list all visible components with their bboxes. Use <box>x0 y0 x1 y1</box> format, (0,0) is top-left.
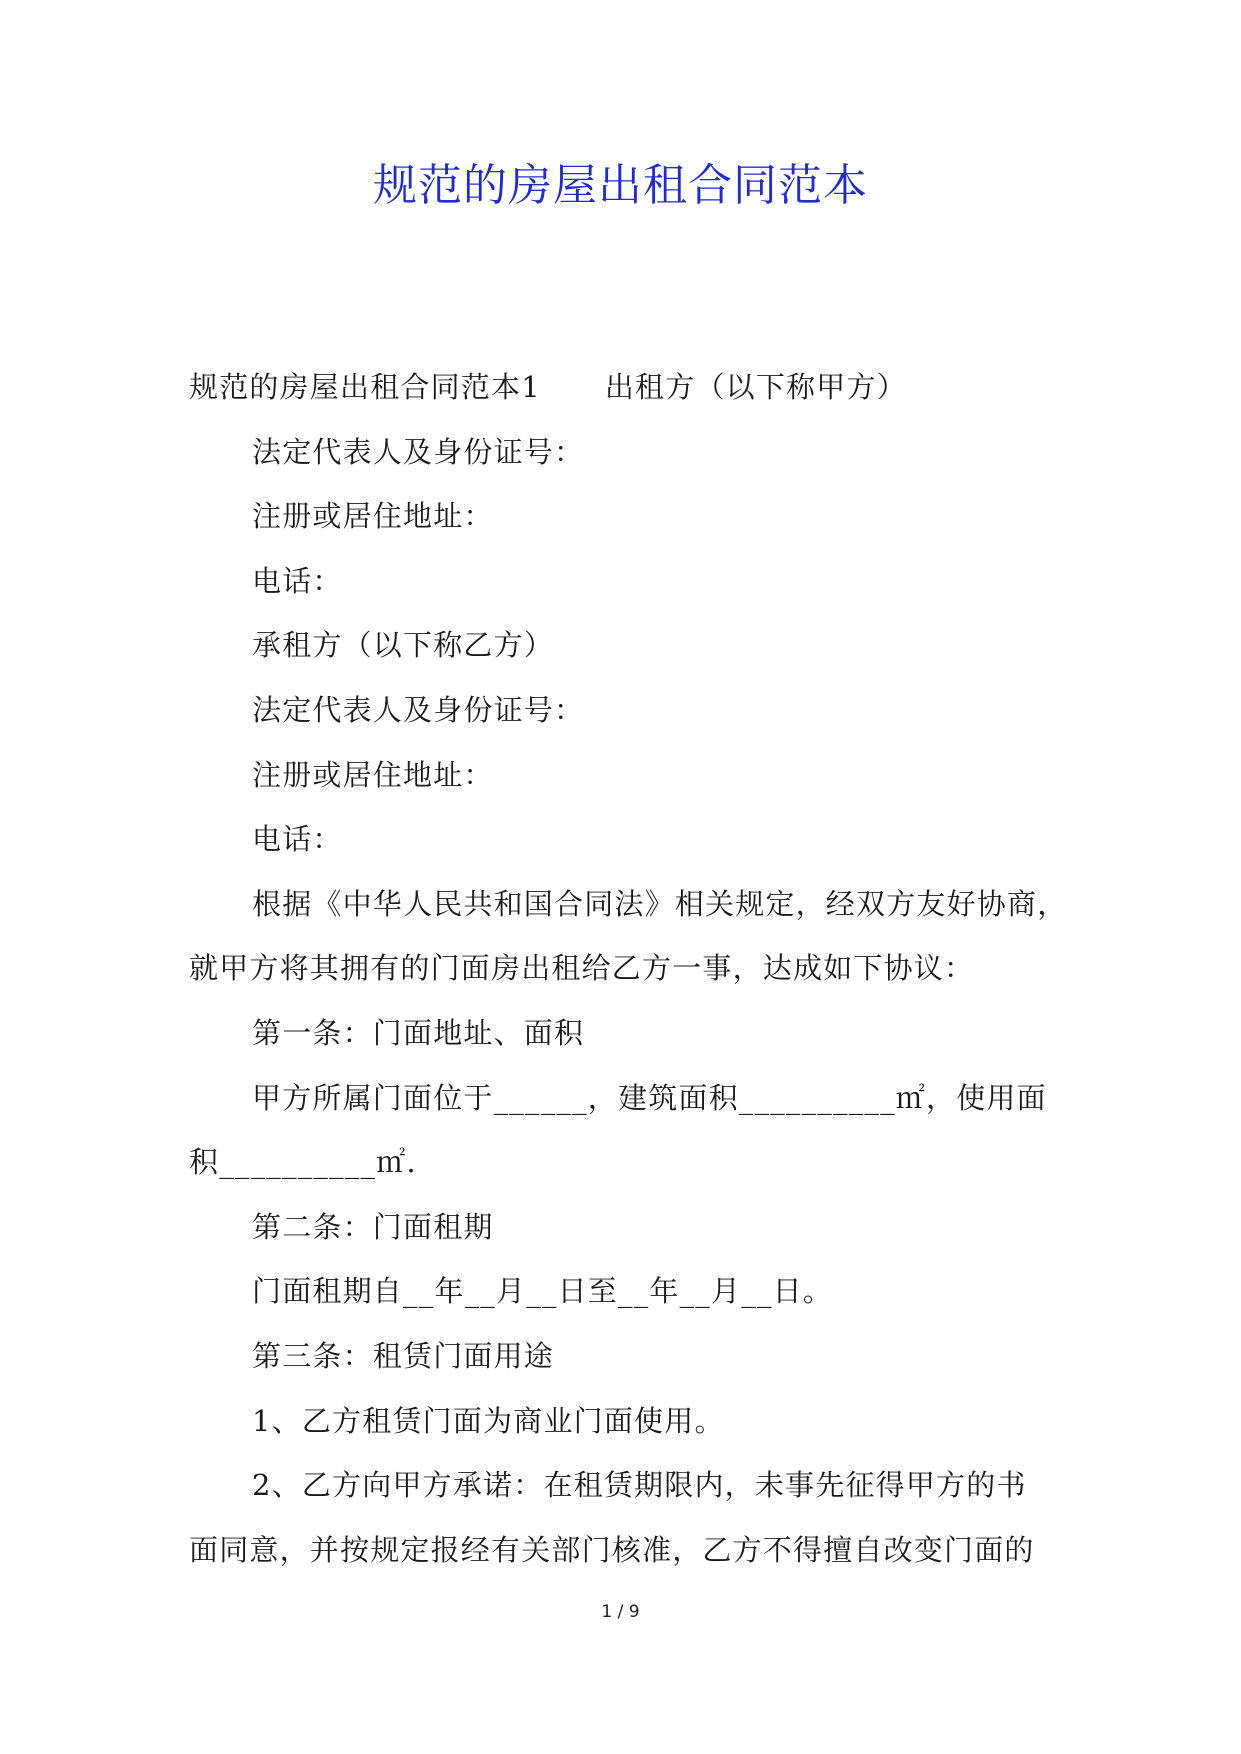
paragraph-line: 电话： <box>252 822 343 857</box>
contract-heading-text: 规范的房屋出租合同范本1 <box>189 370 541 404</box>
paragraph-line: 承租方（以下称乙方） <box>252 628 555 663</box>
paragraph-line: 就甲方将其拥有的门面房出租给乙方一事，达成如下协议： <box>189 951 975 986</box>
paragraph-line: 积__________㎡. <box>189 1145 417 1180</box>
paragraph-line: 2、乙方向甲方承诺：在租赁期限内，未事先征得甲方的书 <box>252 1468 1027 1503</box>
page-number: 1 / 9 <box>601 1602 640 1622</box>
paragraph-line: 1、乙方租赁门面为商业门面使用。 <box>252 1403 725 1438</box>
paragraph-line: 注册或居住地址： <box>252 499 494 534</box>
lessor-label: 出租方（以下称甲方） <box>604 370 907 404</box>
article-heading: 第一条：门面地址、面积 <box>252 1015 585 1050</box>
document-body <box>189 355 1068 1582</box>
paragraph-line: 根据《中华人民共和国合同法》相关规定，经双方友好协商， <box>252 886 1068 921</box>
paragraph-line: 注册或居住地址： <box>252 757 494 792</box>
article-heading: 第三条：租赁门面用途 <box>252 1338 555 1373</box>
paragraph-line: 法定代表人及身份证号： <box>252 434 585 469</box>
paragraph-line: 甲方所属门面位于______，建筑面积__________㎡，使用面 <box>252 1080 1047 1115</box>
document-title: 规范的房屋出租合同范本 <box>373 160 868 211</box>
paragraph-line: 门面租期自__年__月__日至__年__月__日。 <box>252 1274 834 1309</box>
paragraph-line: 电话： <box>252 563 343 598</box>
paragraph-line <box>189 355 1059 420</box>
article-heading: 第二条：门面租期 <box>252 1209 494 1244</box>
paragraph-line: 法定代表人及身份证号： <box>252 692 585 727</box>
paragraph-line: 面同意，并按规定报经有关部门核准，乙方不得擅自改变门面的 <box>189 1532 1035 1567</box>
